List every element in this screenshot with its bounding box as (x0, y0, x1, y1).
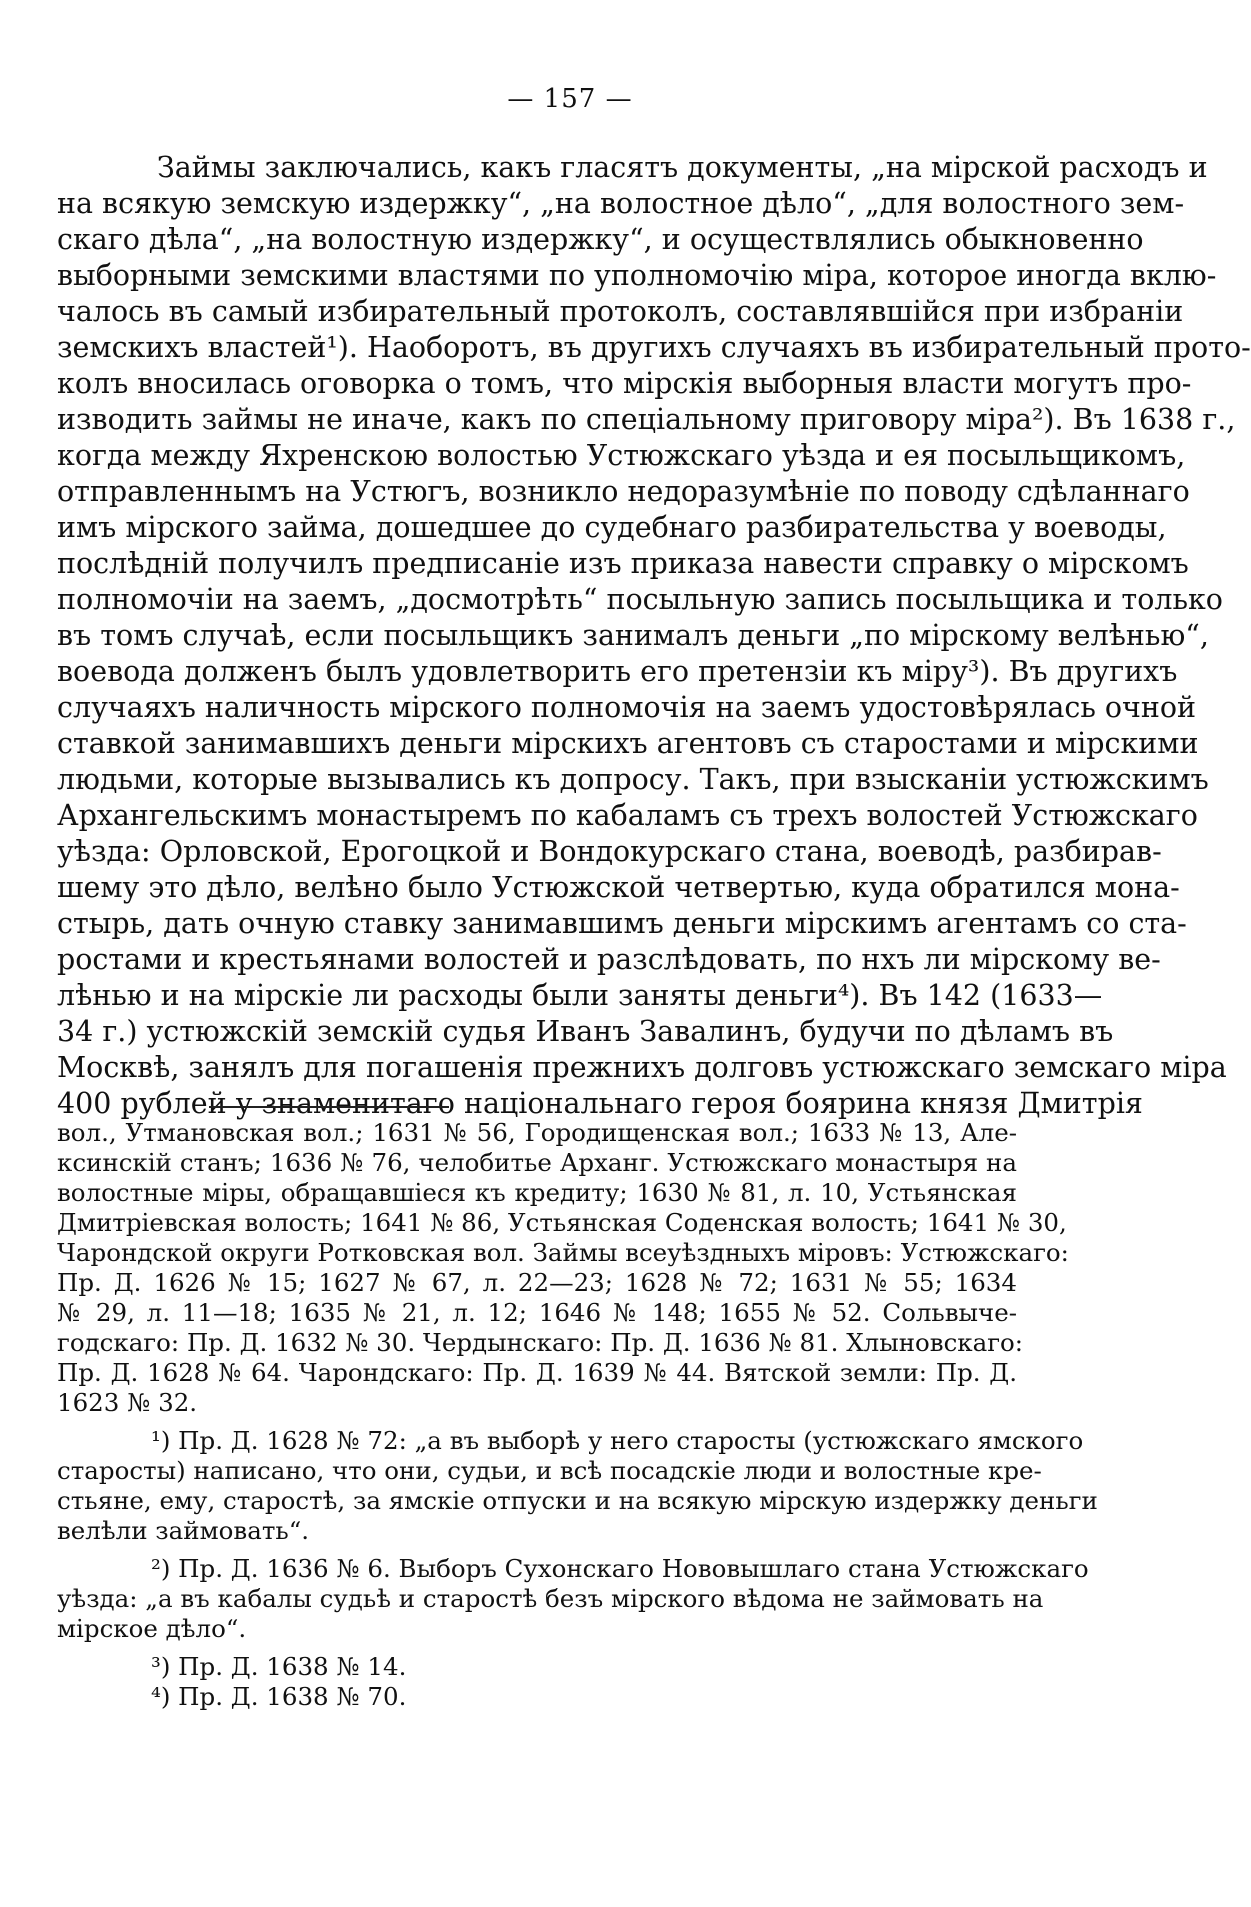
text-line: выборными земскими властями по уполномочію міра, которое иногда вклю- (57, 259, 1217, 292)
footnote-1-line: ¹) Пр. Д. 1628 № 72: „а въ выборѣ у него старосты (устюжскаго ямского (151, 1426, 1084, 1455)
footnote-1-line: велѣли займовать“. (57, 1516, 310, 1545)
text-line: людьми, которые вызывались къ допросу. Такъ, при взысканіи устюжскимъ (57, 763, 1209, 796)
footnote-4: ⁴) Пр. Д. 1638 № 70. (151, 1682, 407, 1711)
footnote-1-line: старосты) написано, что они, судьи, и всѣ посадскіе люди и волостные кре- (57, 1456, 1042, 1485)
footnote-1-line: стьяне, ему, старостѣ, за ямскіе отпуски и на всякую мірскую издержку деньги (57, 1486, 1098, 1515)
footnote-3: ³) Пр. Д. 1638 № 14. (151, 1652, 407, 1681)
text-line: ставкой занимавшихъ деньги мірскихъ агентовъ съ старостами и мірскими (57, 727, 1199, 760)
footnote-2-line: уѣзда: „а въ кабалы судьѣ и старостѣ безъ мірского вѣдома не займовать на (57, 1584, 1044, 1613)
footnote-2-line: ²) Пр. Д. 1636 № 6. Выборъ Сухонскаго Нововышлаго стана Устюжскаго (151, 1554, 1089, 1583)
text-line: изводить займы не иначе, какъ по спеціальному приговору міра²). Въ 1638 г., (57, 403, 1236, 436)
text-line: Москвѣ, занялъ для погашенія прежнихъ долговъ устюжскаго земскаго міра (57, 1051, 1227, 1084)
footnote-line: 1623 № 32. (57, 1388, 198, 1417)
footnote-line: № 29, л. 11—18; 1635 № 21, л. 12; 1646 № 148; 1655 № 52. Сольвыче- (57, 1298, 1017, 1327)
text-line: скаго дѣла“, „на волостную издержку“, и осуществлялись обыкновенно (57, 223, 1144, 256)
text-line: случаяхъ наличность мірского полномочія на заемъ удостовѣрялась очной (57, 691, 1197, 724)
text-line: стырь, дать очную ставку занимавшимъ деньги мірскимъ агентамъ со ста- (57, 907, 1187, 940)
text-line: отправленнымъ на Устюгъ, возникло недоразумѣніе по поводу сдѣланнаго (57, 475, 1190, 508)
text-line: чалось въ самый избирательный протоколъ, составлявшійся при избраніи (57, 295, 1184, 328)
text-line: имъ мірского займа, дошедшее до судебнаго разбирательства у воеводы, (57, 511, 1167, 544)
footnote-line: волостные міры, обращавшіеся къ кредиту; 1630 № 81, л. 10, Устьянская (57, 1178, 1017, 1207)
footnote-2-line: мірское дѣло“. (57, 1614, 247, 1643)
text-line: въ томъ случаѣ, если посыльщикъ занималъ деньги „по мірскому велѣнью“, (57, 619, 1209, 652)
footnote-line: годскаго: Пр. Д. 1632 № 30. Чердынскаго: Пр. Д. 1636 № 81. Хлыновскаго: (57, 1328, 1024, 1357)
text-line: полномочіи на заемъ, „досмотрѣть“ посыльную запись посыльщика и только (57, 583, 1223, 616)
text-line: когда между Яхренскою волостью Устюжскаго уѣзда и ея посыльщикомъ, (57, 439, 1186, 472)
footnote-line: Пр. Д. 1626 № 15; 1627 № 67, л. 22—23; 1628 № 72; 1631 № 55; 1634 (57, 1268, 1017, 1297)
footnotes (57, 1118, 1098, 1712)
footnote-line: Чарондской округи Ротковская вол. Займы всеуѣздныхъ міровъ: Устюжскаго: (57, 1238, 1069, 1267)
text-line: шему это дѣло, велѣно было Устюжской четвертью, куда обратился мона- (57, 871, 1180, 904)
text-line: лѣнью и на мірскіе ли расходы были заняты деньги⁴). Въ 142 (1633— (57, 979, 1103, 1012)
text-line: Архангельскимъ монастыремъ по кабаламъ съ трехъ волостей Устюжскаго (57, 799, 1198, 832)
text-line: на всякую земскую издержку“, „на волостное дѣло“, „для волостного зем- (57, 187, 1185, 220)
footnote-line: вол., Утмановская вол.; 1631 № 56, Городищенская вол.; 1633 № 13, Але- (57, 1118, 1017, 1147)
text-line: 34 г.) устюжскій земскій судья Иванъ Завалинъ, будучи по дѣламъ въ (57, 1015, 1114, 1048)
text-line: земскихъ властей¹). Наоборотъ, въ другихъ случаяхъ въ избирательный прото- (57, 331, 1251, 364)
text-line: ростами и крестьянами волостей и разслѣдовать, по нхъ ли мірскому ве- (57, 943, 1161, 976)
text-line: воевода долженъ былъ удовлетворить его претензіи къ міру³). Въ другихъ (57, 655, 1178, 688)
text-line: Займы заключались, какъ гласятъ документы, „на мірской расходъ и (157, 151, 1208, 184)
text-line: колъ вносилась оговорка о томъ, что мірскія выборныя власти могутъ про- (57, 367, 1192, 400)
text-line: 400 рублей у знаменитаго національнаго героя боярина князя Дмитрія (57, 1087, 1143, 1120)
footnote-divider (209, 1106, 449, 1108)
main-text (57, 150, 1251, 1122)
footnote-line: Дмитріевская волость; 1641 № 86, Устьянская Соденская волость; 1641 № 30, (57, 1208, 1067, 1237)
footnote-line: ксинскій станъ; 1636 № 76, челобитье Арханг. Устюжскаго монастыря на (57, 1148, 1017, 1177)
page-number: — 157 — (507, 84, 633, 114)
footnote-line: Пр. Д. 1628 № 64. Чарондскаго: Пр. Д. 1639 № 44. Вятской земли: Пр. Д. (57, 1358, 1017, 1387)
text-line: послѣдній получилъ предписаніе изъ приказа навести справку о мірскомъ (57, 547, 1189, 580)
text-line: уѣзда: Орловской, Ерогоцкой и Вондокурскаго стана, воеводѣ, разбирав- (57, 835, 1162, 868)
